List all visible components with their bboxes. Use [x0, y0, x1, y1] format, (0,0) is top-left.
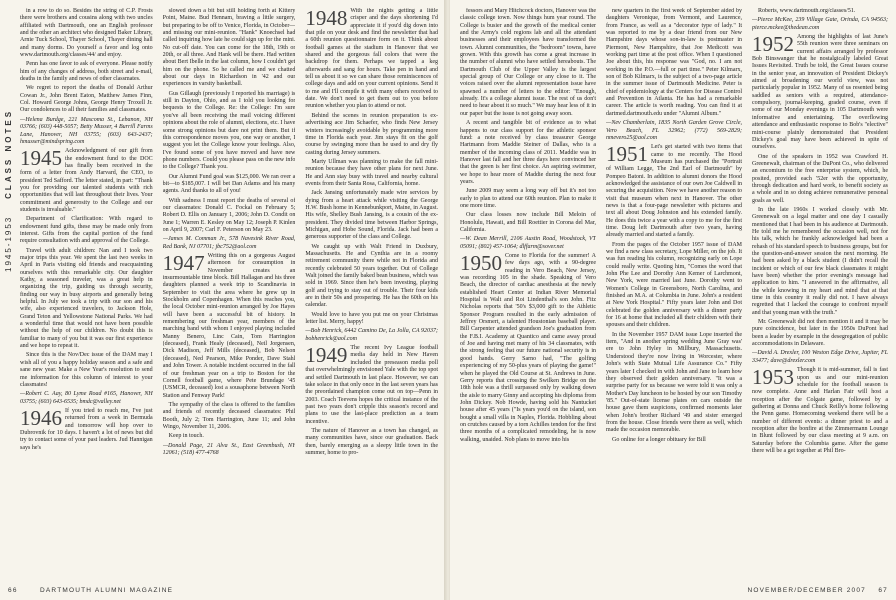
class-note-text: With the nights getting a little crisper and the days shortening I'd appreciate it if you'd dig down into that pile on your desk and find the newsletter that had a 60th reunion questionnaire form on it. Think about football games at the stadium in Hanover that we shared and the gorgeous fall colors that were the backdrop for them. Perhaps we tapped a keg afterwards and sang for hours. Take pen in hand and tell us about it so we can share those reminiscences of college days and add on your current opinions. Send it to me and I'll compile it with many others received to date. We don't need to get them out to you before reunion whether you plan to attend or not.: [305, 8, 439, 110]
class-secretary-signature: —Robert C. Aay, 80 Lyme Road #165, Hanover, NH 03755; (603) 643-6535; bmdc@valley.net: [20, 391, 153, 405]
class-year-entry: [460, 253, 596, 444]
class-secretary-signature: —David A. Drexler, 100 Weston Edge Drive, Jupiter, FL 33477; dave@drexler.com: [752, 350, 888, 364]
left-page: [0, 0, 446, 600]
class-note-paragraph: June 2009 may seem a long way off but it's not too early to plan to attend our 60th reunion. Plan to make it one more time.: [460, 188, 596, 209]
class-year-heading: 1949: [305, 343, 348, 368]
class-note-paragraph: Go online for a longer obituary for Bill: [612, 436, 706, 443]
left-page-columns: [20, 8, 438, 578]
class-note-paragraph: The sympathy of the class is offered to the families and friends of recently deceased classmates: Phil Booth, July 2; Tom Harrington, June 11; and John Wingo, November 11, 2006.: [162, 401, 296, 430]
class-note-paragraph: Marty Ullman was planning to make the fall mini-reunion because they have other plans for next June. He and Ann stay busy with travel and nearby cultural events from their Santa Rosa, California, home.: [305, 158, 439, 187]
class-note-paragraph: The nature of Hanover as a town has changed, as many communities have, since our graduation. Back then, barely emerging as a sleepy little town in the summer, home to pro-: [305, 427, 439, 456]
class-note-paragraph: Gus Gillaugh (previously I reported his marriage) is still in Dayton, Ohio, and as I told you looking for bequests to the College. Re: the College: I'm sure you've all been receiving the mail voicing different opinions about the role of alumni, elections, etc. I have some strong opinions but dare not print them. But if this correspondence moves you, one way or another, I suggest you let the College know your feelings. Also, I've found some of you have moved and have new phone numbers. Could you please pass on the new info to the College? Thank you.: [162, 90, 296, 171]
class-note-paragraph: Keep in touch.: [168, 433, 204, 440]
class-year-entry: [305, 345, 438, 426]
class-note-paragraph: One of the speakers in 1952 was Crawford H. Greenewalt, chairman of the DuPont Co., who delivered an encomium to the free enterprise system, which, he posited, provided each '52er with the opportunity, through dedication and hard work, to benefit society as a whole and in so doing achieve remunerative personal goals as well.: [752, 153, 888, 204]
class-note-paragraph: Would love to have you put me on your Christmas letter list. Merry, happy!: [305, 311, 439, 326]
class-note-paragraph: fessors and Mary Hitchcock doctors, Hanover was the classic college town. Now things hum year round. The College is busier and the growth of the medical center and the Army's cold regions lab and all the attendant businesses and their employees have transformed the town. Alumni communities, the "bedroom" towns, have grown. With this growth has come a great increase in the number of alumni who have settled hereabouts. The Dartmouth Club of the Upper Valley is the largest special group of Our College or any close to it. The voices raised over the alumni representation issue have spawned a number of letters to the editor: "Enough, already. It's a college alumni issue. The rest of us don't need to hear about it so much." We may hear less of it in our paper but the issue is not going away soon.: [460, 8, 596, 117]
class-secretary-signature: —Nev Chamberlain, 1835 North Garden Grove Circle, Vero Beach, FL 32962; (772) 569-2829; nmevero25@aol.com: [606, 120, 742, 141]
class-year-entry: [305, 8, 438, 111]
class-note-paragraph: Mr. Greenewalt did not then mention it and it may be pure coincidence, but later in the 1950s DuPont had been a leader by example in the desegregation of public accommodations in Delaware.: [752, 319, 888, 348]
class-note-paragraph: Jack Jansing unfortunately made wire services by dying from a heart attack while visiting the George H.W. Bush home in Kennebunkport, Maine, in August. His wife, Shelley Bush Jansing, is a cousin of the ex-president. They divided time between Harbor Springs, Michigan, and Hobe Sound, Florida. Jack had been a generous supporter of the class and College.: [305, 190, 439, 241]
class-note-paragraph: Behind the scenes in reunion preparation is ex-advertising ace Jim Schaefer, who finds New Jersey winters increasingly avoidable by programming more time in Florida each year. Jim stays fit on the golf course by swinging more than he used to and dry fly casting during Jersey summers.: [305, 112, 439, 156]
class-note-paragraph: From the pages of the October 1957 issue of DAM we find a new class secretary, Lope Miller, on the job. It was fun reading his column, recognizing early on Lope could really write. Quoting him, "Comes the word that John Phe Lee and Dorothy Ann Kemer of Larchmont, New York, were married last June. Dorothy went to Women's College in Greensboro, North Carolina, and finished an M.A. at Columbia in June. John's a resident at New York Hospital." Fifty years later John and Dot celebrated the golden anniversary with a dinner party for 16 at home that included all their children with their spouses and their children.: [606, 241, 742, 329]
class-note-text: Writing this on a gorgeous August afternoon for consumption in November creates an insurmountable time block. Bill Hallagan and his three daughters planned a week trip to Scandinavia in September to visit the area where he grew up in Stockholm and Copenhagen. When this reaches you, the local October mini-reunion arranged by Joe Hayes will have been a successful bit of history. In remembering our freshman year, members of the marching band with whom I enjoyed playing included Manny Benero, Linc Cain, Tom Harrington (deceased), Frank Healy (deceased), Neil Jorgensen, Dick Madison, Jeff Mills (deceased), Bob Nelson (deceased), Ned Pearson, Mike Ponder, Dave Stahl and John Tower. A notable incident occurred in the fall of our freshman year on a trip to Boston for the Cornell football game, where Pete Brundage '45 (USMCR, deceased) lost a sousaphone between North Station and Fenway Park!: [162, 253, 296, 399]
class-secretary-signature: —Bob Henrick, 6442 Camino De, La Jolla, CA 92037; bobhenrick@aol.com: [305, 328, 439, 342]
class-year-entry: [752, 367, 888, 455]
class-year-heading: 1953: [752, 365, 794, 390]
issue-date: NOVEMBER/DECEMBER 2007: [747, 587, 866, 594]
class-note-paragraph: With sadness I must report the deaths of several of our classmates: Donald C. Fockal on February 5; Robert D. Ellis on January 1, 2006; John D. Condit on June 1; Warren E. Kesley on May 12; Joseph P. Kinlen on April 9, 2007; Carl F. Peterson on May 23.: [162, 197, 296, 233]
class-note-text: Come to Florida for the summer! A few days ago, with a 90-degree reading in Vero Beach, New Jersey, was recording 105 in the shade. Speaking of Vero Beach, the director of cardiac anesthesia at the newly established Heart Center at Indian River Memorial Hospital is Walt and Roi Lindenthal's son John. Fitz Nicholas reports that '50's $3,000 gift to the Athletic Sponsor Program resulted in the early admission of Jeffrey Orsmert, a talented Houstonian baseball player. Bill Carpenter attended grandson Joe's graduation from the F.B.I. Academy at Quantico and came away proud of Joe and having met many of his 34 classmates, with the strong feeling that our future national security is in good hands. Gerry Sarno had, "The golfing experiencing of my 50-plus years of playing the game!" when he played the Old Course at St. Andrews in June. Gerry reports that crossing the Swilken Bridge on the 18th hole was a thrill surpassed only by walking down the aisle to marry Ginny and accepting his diploma from John Dickey. Nob Howde, having sold his Nantucket house after 45 years ("Is years you'd on the island, son bought a small villa in Naples, Florida. Hobbling about on crutches caused by a torn Achilles tendon for the first three months of a complicated remodeling, he is now walking, unaided. Nob plans to move into his: [460, 253, 596, 443]
class-secretary-signature: —Helena Burdge, 221 Mascoma St., Lebanon, NH 03766; (603) 448-5057; Betty Musser, 4 Burrill Farms Lane, Hanover, NH 03755; (603) 643-2437; hmusser@mindspring.com: [20, 116, 153, 145]
class-note-text: Acknowledgment of our gift from the endowment fund to the DOC has finally been received in the form of a letter from Andy Harvard, the CEO, to president Ted Safford. The letter stated, in part: "Thank you for providing our talented students with rich opportunities that will last throughout their lives. Your commitment and generosity to the College and our students is invaluable.": [20, 148, 153, 213]
class-note-paragraph: In the November 1957 DAM issue Lope inserted the item, "And in another spring wedding June Gray was' ere to John Hyley in Millbury, Massachusetts. Understood they're now living in Worcester, where John's with State Mutual Life Assurance Co." Fifty years later I checked in with John and Jane to learn how they observed their golden anniversary. "It was a surprise party for us because we were told it was only a Mother's Day luncheon to be hosted by our son Timothy '85." Out-of-state license plates on cars outside the house gave them suspicions, confirmed moments later when John's brother Richard '49 and sister emerged from the house. Close friends were there as well, which made the occasion memorable.: [606, 331, 742, 434]
class-secretary-signature: —W. Dean Merrill, 2106 Austin Road, Woodstock, VT 05091; (802) 457-1064; dlffarm@sover.net: [460, 236, 596, 250]
class-note-paragraph: Roberts, www.dartmouth.org/classes/51.: [758, 8, 856, 14]
class-note-paragraph: Travel with adult children: Nan and I took two major trips this year. We spent the last two weeks in April in Paris visiting old friends and reacquainting ourselves with this remarkable city. Our daughter Kathy, a seasoned traveler, was a great help in organizing the trip, guiding us through security, finding our way in busy airports and generally being helpful. In July we took a trip with our son and his wife, also experienced travelers, to Jackson Hole, Grand Teton and Yellowstone National Parks. We had a wonderful time that would not have been possible without the help of our children. No doubt this is familiar to many of you but it was our first experience and we hope to repeat it.: [20, 247, 153, 350]
class-note-paragraph: A recent and tangible bit of evidence as to what happens to our class support for the athletic sponsor fund: a note received by class treasurer George Hartmann from Maddie Steiner of Dallas, who is a member of the incoming class of 2011. Maddie was in Hanover last fall and her three days here convinced her that the green is her first choice. An aspiring swimmer, we hope to hear more of Maddie during the next four years.: [460, 120, 596, 185]
class-note-text: Though it is mid-summer, fall is fast upon us and our mini-reunion schedule for the football season is now complete. Anne and Harlan Fair will host a reception after the Colgate game, followed by a gathering at Donna and Chuck Reilly's home following the Penn game. Homecoming weekend there will be a number of different events: a dinner priest to and a reception after the bonfire at the Zimmermann Lounge in Blunt followed by our class meeting at 9 a.m. on Saturday before the Columbia game. After the game there will be a get together at Phil Bro-: [752, 367, 888, 454]
class-year-heading: 1947: [162, 251, 205, 275]
class-note-paragraph: Our Alumni Fund goal was $125,000. We ran over a bit—to $185,007. I will bet Dan Adams and his many agents. And thanks to all of you!: [162, 173, 296, 195]
sidebar-section-title: CLASS NOTES: [4, 108, 13, 199]
class-year-entry: [163, 253, 296, 400]
class-year-heading: 1946: [20, 405, 62, 430]
class-year-entry: [20, 405, 153, 452]
right-page-columns: [460, 8, 888, 578]
class-year-entry: [20, 148, 153, 214]
class-secretary-signature: —Donald Page, 21 Alva St., East Greenbush, NY 12061; (518) 477-4768: [162, 442, 296, 456]
class-note-paragraph: new quarters in the first week of September aided by daughters Veronique, from Vermont, and Laurence, from France, as well as a "decorator type of lady." It was reported to me by a dear friend from our New Hampshire days whose son-in-law is postmaster in Piermont, New Hampshire, that Joe Medicott was working part time at the post office. When I questioned Joe about this, his response was "God, no. I am not working in the P.O.—full or part time." Peter Kilmarx, son of Bob Kilmarx, is the subject of a two-page article in the summer issue of Dartmouth Medicine. Peter is chief of epidemiology at the Centers for Disease Control and Prevention in Atlanta. He has had a remarkable career. The article is worth reading. You can find it at dartmed.dartmouth.edu under "Alumni Album.": [606, 8, 742, 117]
class-note-paragraph: in a row to do so. Besides the string of C.P. Frosts there were brothers and cousins along with two uncles affiliated with Dartmouth, one an English professor and the other an architect who designed Baker Library, Arnie Tuck School, Thayer School, Thayer dining hall and many dorms. Do yourself a favor and log onto www.dartmouth.org/classes/44/ and enjoy.: [20, 8, 153, 59]
class-secretary-signature: —James M. Comman Jr., 578 Navesink River Road, Red Bank, NJ 07701; jbc752@aol.com: [162, 236, 296, 250]
class-note-paragraph: Since this is the Nov/Dec issue of the DAM may I wish all of you a happy holiday season and a safe and sane new year. Make a New Year's resolution to send me information for this column of interest to your classmates!: [20, 352, 153, 388]
class-year-heading: 1952: [752, 32, 794, 57]
right-page-number: 67: [878, 587, 888, 594]
class-note-paragraph: We caught up with Walt Friend in Duxbury, Massachusetts. He and Cynthia are in a roomy retirement community there while not in Florida and recently celebrated 50 years together. Out of College Walt joined the family baked bean business, which was sold in 1969. Since then he's been investing, playing golf and trying to stay out of trouble. Their four kids are in their 50s and prospering. He has the 60th on his calendar.: [305, 243, 439, 309]
class-note-text: The recent Ivy League football media day held in New Haven included the preseason media poll that overwhelmingly envisioned Yale with the top spot and settled Dartmouth in last place. However, we can take solace in that only once in the last seven years has the preordained champion come out on top—Penn in 2003. Coach Teevens hopes the critical instance of the past two years don't cripple this season's record and plans to use the last-place prediction as a team incentive.: [305, 345, 439, 425]
column-6: [752, 8, 888, 578]
column-2: [163, 8, 296, 578]
class-note-paragraph: In the late 1960s I worked closely with Mr. Greenewalt on a legal matter and one day I casually mentioned that I had been in his audience at Dartmouth. He told me he remembered the occasion well, not for his talk, which he frankly acknowledged had been a rehash of his standard speech to business groups, but for the question-and-answer session the next morning. He had been asked by a black student (I didn't recall the incident or which of our few black classmates it might have been) whether the prior evening's message had application to him. "I answered in the affirmative, all the while knowing in my heart and mind that at that time in this country it really did not. I have always regretted that I lacked the courage to confront myself and that young man with the truth.": [752, 206, 888, 316]
class-year-entry: [606, 144, 742, 239]
left-page-number: 66: [8, 587, 18, 594]
class-year-heading: 1951: [606, 142, 648, 167]
right-page: [450, 0, 896, 600]
class-note-text: Among the highlights of last June's 55th reunion were three seminars on current affairs arranged by professor Bob Binswanger that he nostalgically labeled Great Issues Revisited. Truth be told, the Great Issues course in the senior year, an innovation of President Dickey's aimed at broadening our world view, was not particularly popular in 1952. Many of us resented being saddled as seniors with a required, attendance-compulsory, journal-keeping, graded course, even if some of our Monday evenings in 105 Dartmouth were informative and entertaining. The overflowing attendance and enthusiastic response to Bob's "elective" mini-course plainly demonstrated that President Dickey's goal may have been achieved in spite of ourselves.: [752, 34, 888, 151]
class-note-paragraph: We regret to report the deaths of Donald Arthur Cowan Jr., John Brent Eaton, Matthew James Finn, Col. Howard George Johns, George Henry Troxell Jr. Our condolences to all their families and classmates.: [20, 85, 153, 114]
class-note-text: If you tried to reach me, I've just returned from a week in Bermuda and tomorrow will hop over to Dubrovnik for 10 days. I haven't a lot of news but did try to contact some of your past leaders. Jud Hannigan says he's: [20, 407, 153, 451]
class-note-paragraph: slowed down a bit but still holding forth at Kittery Point, Maine. Bud Hennam, braving a little surgery, but preparing to be off to Venice, Florida, in October—and missing our mini-reunion. "Hank" Knoechsel had called inquiring how late he could sign up for the mini. No cut-off date. You can come for the 18th, 19th or 20th, or all three. And Hank will be there. Had written about Bert Ibelle in the last column, how I couldn't get him on the phone. So he called me and we chatted about our days in Richardson in '42 and our experiences in varsity basketball.: [162, 8, 296, 88]
class-secretary-signature: —Pierce McKee, 239 Village Gate, Orinda, CA 94563; pierce.mckee@thedean.com: [752, 17, 888, 31]
class-notes-sidebar-label: [4, 60, 18, 320]
sidebar-year-range: 1945-1953: [4, 215, 13, 272]
magazine-title: DARTMOUTH ALUMNI MAGAZINE: [40, 587, 174, 594]
class-year-entry: [752, 34, 888, 152]
class-year-heading: 1950: [460, 251, 502, 275]
class-year-heading: 1945: [20, 146, 62, 171]
class-note-paragraph: Our class losses now include Bill Meloin of Honolulu, Hawaii, and Bill Roettier in Corona del Mar, California.: [460, 212, 596, 233]
column-3: [305, 8, 438, 578]
class-note-text: Let's get started with two items that came to me recently. The Hood Museum has purchased the "Portrait of William Legge, The 2nd Earl of Dartmouth" by Pompeo Batoni. In addition to alumni donors the Hood acknowledged the assistance of our own Joe Caldwell in securing the acquisition. Now we have another reason to visit that museum when next in Hanover. The other news is that a four-page newsletter with pictures and text all about Doug Johnston and his extended family. He does this twice a year with a copy to me for the first time. Doug left Dartmouth after two years, having already married and started a family.: [606, 144, 742, 239]
column-5: [606, 8, 742, 578]
class-year-heading: 1948: [305, 8, 348, 30]
column-1: [20, 8, 153, 578]
class-note-paragraph: Penn has one favor to ask of everyone. Please notify him of any changes of address, both street and e-mail, deaths in the family and news of other classmates.: [20, 61, 153, 83]
column-4: [460, 8, 596, 578]
class-note-paragraph: Department of Clarification: With regard to endowment fund gifts, these may be made only from interest. Gifts from the capital portion of the fund require consultation with and approval of the College.: [20, 216, 153, 245]
